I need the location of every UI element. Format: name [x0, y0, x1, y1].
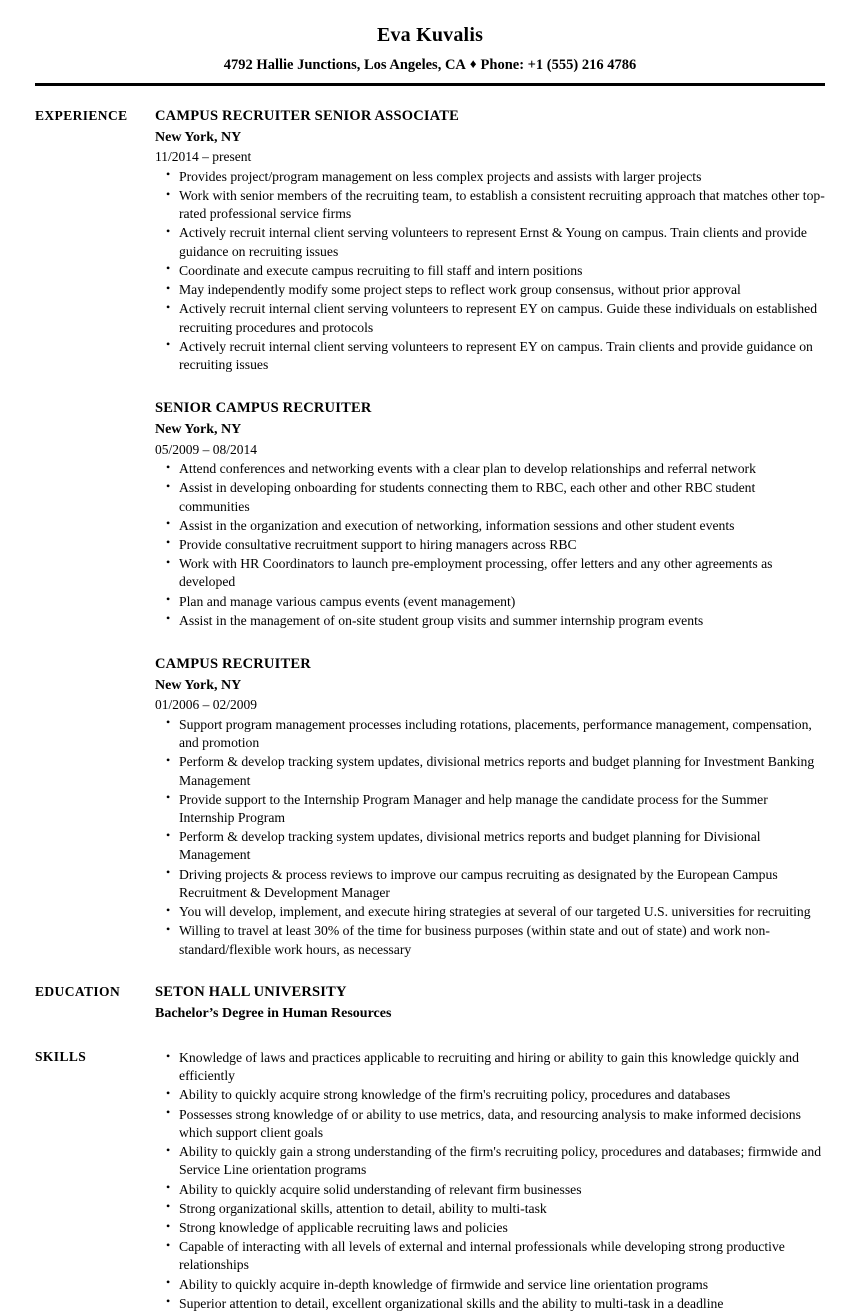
list-item: • May independently modify some project steps to reflect work group consensus, without prior approval: [155, 281, 826, 299]
job-dates: 11/2014 – present: [155, 149, 252, 165]
list-item: • Ability to quickly gain a strong understanding of the firm's recruiting policy, procedures and databases; firmwide and Service Line orientation programs: [155, 1143, 826, 1179]
candidate-name: Eva Kuvalis: [376, 24, 484, 46]
list-item: • Support program management processes including rotations, placements, performance management, compensation, and promotion: [155, 716, 826, 752]
job-title: CAMPUS RECRUITER: [155, 656, 311, 673]
list-item: • Work with HR Coordinators to launch pre-employment processing, offer letters and any other agreements as developed: [155, 555, 826, 591]
section-label-experience: EXPERIENCE: [35, 107, 128, 123]
list-item: • You will develop, implement, and execute hiring strategies at several of our targeted U.S. universities for recruiting: [155, 903, 826, 921]
education-entries: [155, 983, 826, 1023]
list-item: • Superior attention to detail, excellent organizational skills and the ability to multi-task in a deadline: [155, 1295, 826, 1313]
list-item: • Actively recruit internal client serving volunteers to represent Ernst & Young on campus. Train clients and provide guidance on recruiting issues: [155, 224, 826, 260]
candidate-contact-line: [0, 57, 860, 74]
job-responsibility-list: [155, 716, 826, 959]
list-item: • Perform & develop tracking system updates, divisional metrics reports and budget planning for Divisional Management: [155, 828, 826, 864]
list-item: • Ability to quickly acquire in-depth knowledge of firmwide and service line orientation programs: [155, 1276, 826, 1294]
list-item: • Actively recruit internal client serving volunteers to represent EY on campus. Guide these individuals on established recruiting procedures and protocols: [155, 300, 826, 336]
list-item: • Provides project/program management on less complex projects and assists with larger projects: [155, 168, 826, 186]
list-item: • Coordinate and execute campus recruiting to fill staff and intern positions: [155, 262, 826, 280]
list-item: • Attend conferences and networking events with a clear plan to develop relationships and referral network: [155, 460, 826, 478]
job-title: SENIOR CAMPUS RECRUITER: [155, 400, 372, 417]
skills-entries: [155, 1048, 826, 1313]
list-item: • Ability to quickly acquire solid understanding of relevant firm businesses: [155, 1181, 826, 1199]
resume-header: [0, 0, 860, 86]
education-school: SETON HALL UNIVERSITY: [155, 983, 347, 1000]
list-item: • Plan and manage various campus events (event management): [155, 593, 826, 611]
experience-entry: [155, 107, 826, 374]
list-item: • Provide consultative recruitment support to hiring managers across RBC: [155, 536, 826, 554]
list-item: • Knowledge of laws and practices applicable to recruiting and hiring or ability to gain this knowledge quickly and efficiently: [155, 1049, 826, 1085]
list-item: • Provide support to the Internship Program Manager and help manage the candidate process for the Summer Internship Program: [155, 791, 826, 827]
job-location: New York, NY: [155, 422, 242, 438]
candidate-phone: Phone: +1 (555) 216 4786: [480, 57, 637, 73]
list-item: • Strong knowledge of applicable recruiting laws and policies: [155, 1219, 826, 1237]
header-divider: [35, 83, 825, 86]
experience-entry: [155, 655, 826, 959]
section-experience: [0, 107, 860, 959]
list-item: • Assist in the management of on-site student group visits and summer internship program events: [155, 612, 826, 630]
job-location: New York, NY: [155, 130, 242, 146]
job-title: CAMPUS RECRUITER SENIOR ASSOCIATE: [155, 107, 460, 124]
education-degree: Bachelor’s Degree in Human Resources: [155, 1005, 392, 1021]
list-item: • Ability to quickly acquire strong knowledge of the firm's recruiting policy, procedures and databases: [155, 1086, 826, 1104]
section-skills: [0, 1048, 860, 1313]
list-item: • Actively recruit internal client serving volunteers to represent EY on campus. Train clients and provide guidance on recruiting issues: [155, 338, 826, 374]
job-responsibility-list: [155, 460, 826, 630]
section-label-skills: SKILLS: [35, 1049, 87, 1065]
list-item: • Assist in the organization and execution of networking, information sessions and other student events: [155, 517, 826, 535]
list-item: • Willing to travel at least 30% of the time for business purposes (within state and out of state) and work non-standard/flexible work hours, as necessary: [155, 922, 826, 958]
section-education: [0, 983, 860, 1023]
candidate-address: 4792 Hallie Junctions, Los Angeles, CA: [223, 57, 466, 73]
job-location: New York, NY: [155, 678, 242, 694]
list-item: • Work with senior members of the recruiting team, to establish a consistent recruiting approach that matches other top-rated professional service firms: [155, 187, 826, 223]
skills-list: [155, 1049, 826, 1313]
job-dates: 05/2009 – 08/2014: [155, 441, 258, 457]
job-dates: 01/2006 – 02/2009: [155, 697, 258, 713]
list-item: • Possesses strong knowledge of or ability to use metrics, data, and resourcing analysis to make informed decisions which support client goals: [155, 1106, 826, 1142]
list-item: • Assist in developing onboarding for students connecting them to RBC, each other and other RBC student communities: [155, 479, 826, 515]
list-item: • Strong organizational skills, attention to detail, ability to multi-task: [155, 1200, 826, 1218]
list-item: • Capable of interacting with all levels of external and internal professionals while developing strong productive relationships: [155, 1238, 826, 1274]
list-item: • Driving projects & process reviews to improve our campus recruiting as designated by the European Campus Recruitment & Development Manager: [155, 866, 826, 902]
experience-entries: [155, 107, 826, 959]
section-label-education: EDUCATION: [35, 983, 121, 999]
experience-entry: [155, 399, 826, 630]
diamond-separator-icon: ♦: [469, 56, 477, 71]
job-responsibility-list: [155, 168, 826, 374]
list-item: • Perform & develop tracking system updates, divisional metrics reports and budget planning for Investment Banking Management: [155, 753, 826, 789]
